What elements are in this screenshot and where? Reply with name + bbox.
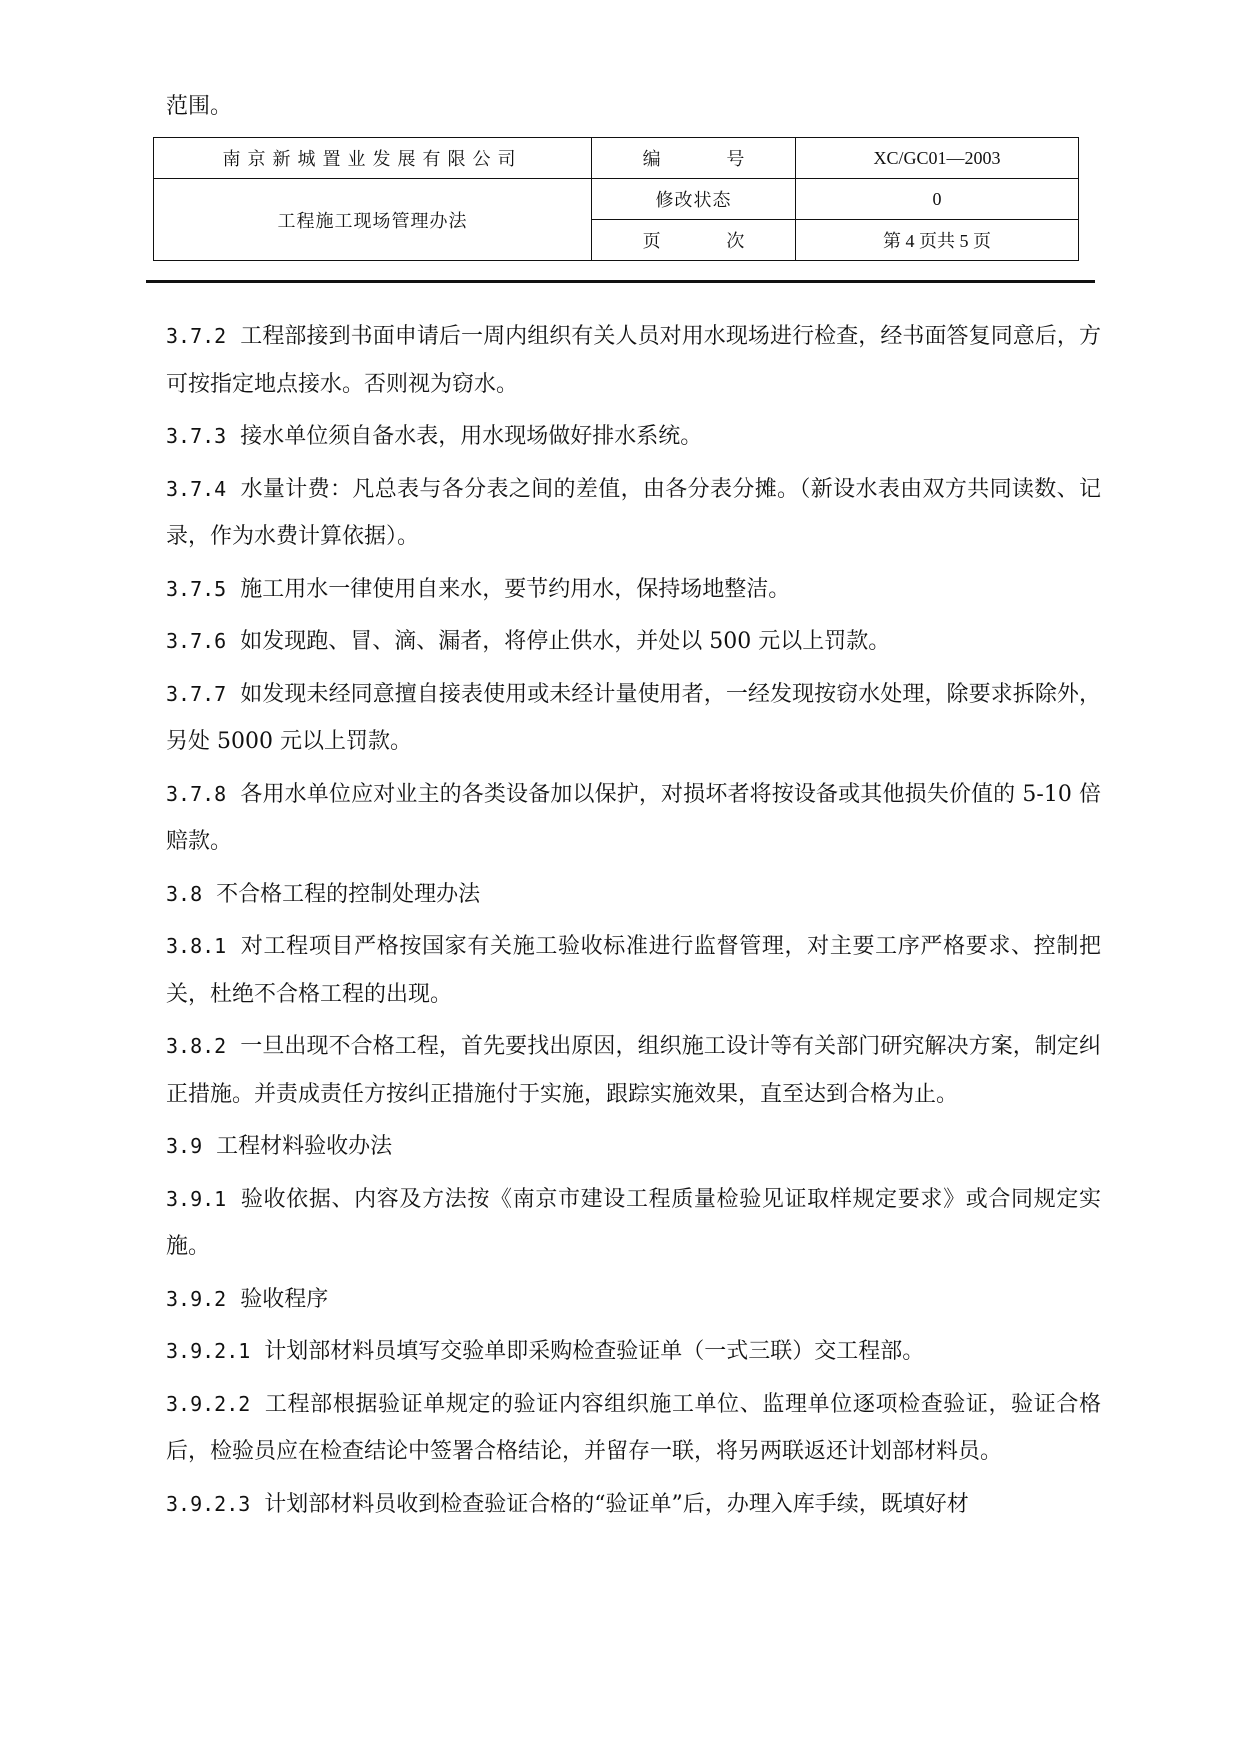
clause-number: 3.9 — [166, 1134, 203, 1158]
clause-text: 接水单位须自备水表，用水现场做好排水系统。 — [240, 424, 703, 449]
clause-text: 水量计费：凡总表与各分表之间的差值，由各分表分摊。（新设水表由双方共同读数、记录，作为水费计算依据）。 — [166, 476, 1101, 549]
paragraph-3-7-7 — [166, 671, 1101, 766]
clause-text: 对工程项目严格按国家有关施工验收标准进行监督管理，对主要工序严格要求、控制把关，杜绝不合格工程的出现。 — [166, 934, 1101, 1007]
clause-text: 各用水单位应对业主的各类设备加以保护，对损坏者将按设备或其他损失价值的 5-10 倍赔款。 — [166, 781, 1101, 854]
paragraph-3-9-2-3 — [166, 1481, 1101, 1529]
clause-text: 验收程序 — [240, 1286, 329, 1312]
page-label: 页 次 — [592, 220, 796, 261]
clause-number: 3.9.2 — [166, 1286, 227, 1311]
clause-text: 不合格工程的控制处理办法 — [216, 881, 481, 907]
clause-number: 3.7.3 — [166, 424, 227, 448]
clause-number: 3.7.4 — [166, 476, 227, 501]
clause-text: 工程部接到书面申请后一周内组织有关人员对用水现场进行检查，经书面答复同意后，方可按指定地点接水。否则视为窃水。 — [166, 324, 1101, 397]
clause-number: 3.7.7 — [166, 681, 227, 706]
paragraph-3-8-1 — [166, 923, 1101, 1018]
paragraph-3-8-2 — [166, 1023, 1101, 1118]
paragraph-3-7-5 — [166, 566, 1101, 614]
paragraph-3-9-2-1 — [166, 1328, 1101, 1376]
page-value: 第 4 页共 5 页 — [796, 220, 1079, 261]
clause-text: 工程材料验收办法 — [216, 1134, 393, 1159]
clause-number: 3.8.2 — [166, 1034, 227, 1058]
section-heading-3-8 — [166, 871, 1101, 919]
document-body — [166, 313, 1101, 1533]
clause-number: 3.7.2 — [166, 324, 227, 348]
clause-number: 3.8 — [166, 881, 203, 906]
clause-number: 3.7.8 — [166, 781, 227, 806]
paragraph-3-7-3 — [166, 413, 1101, 461]
revision-label: 修改状态 — [592, 179, 796, 220]
clause-text: 一旦出现不合格工程，首先要找出原因，组织施工设计等有关部门研究解决方案，制定纠正措施。并责成责任方按纠正措施付于实施，跟踪实施效果，直至达到合格为止。 — [166, 1034, 1101, 1107]
carry-over-text: 范围。 — [166, 94, 233, 119]
paragraph-3-7-6 — [166, 618, 1101, 666]
paragraph-3-9-1 — [166, 1176, 1101, 1271]
revision-value: 0 — [796, 179, 1079, 220]
clause-number: 3.9.1 — [166, 1186, 227, 1211]
clause-number: 3.9.2.1 — [166, 1339, 251, 1363]
document-header-table — [153, 137, 1079, 261]
clause-text: 工程部根据验证单规定的验证内容组织施工单位、监理单位逐项检查验证，验证合格后，检验员应在检查结论中签署合格结论，并留存一联，将另两联返还计划部材料员。 — [166, 1391, 1101, 1464]
paragraph-3-7-2 — [166, 313, 1101, 408]
document-title: 工程施工现场管理办法 — [154, 179, 592, 261]
clause-text: 计划部材料员填写交验单即采购检查验证单（一式三联）交工程部。 — [264, 1339, 925, 1364]
company-name: 南京新城置业发展有限公司 — [154, 138, 592, 179]
header-divider — [146, 280, 1095, 283]
clause-number: 3.8.1 — [166, 934, 227, 958]
section-heading-3-9 — [166, 1123, 1101, 1171]
clause-text: 计划部材料员收到检查验证合格的“验证单”后，办理入库手续，既填好材 — [264, 1491, 969, 1517]
paragraph-3-7-8 — [166, 771, 1101, 866]
paragraph-3-9-2-2 — [166, 1381, 1101, 1476]
doc-number-label: 编 号 — [592, 138, 796, 179]
doc-number-value: XC/GC01—2003 — [796, 138, 1079, 179]
paragraph-3-9-2 — [166, 1276, 1101, 1324]
clause-text: 如发现跑、冒、滴、漏者，将停止供水，并处以 500 元以上罚款。 — [240, 629, 891, 654]
paragraph-3-7-4 — [166, 466, 1101, 561]
clause-number: 3.7.6 — [166, 629, 227, 653]
clause-number: 3.9.2.2 — [166, 1391, 251, 1416]
clause-text: 如发现未经同意擅自接表使用或未经计量使用者，一经发现按窃水处理，除要求拆除外，另处 5000 元以上罚款。 — [166, 681, 1101, 754]
clause-text: 施工用水一律使用自来水，要节约用水，保持场地整洁。 — [240, 576, 791, 602]
clause-number: 3.9.2.3 — [166, 1491, 251, 1516]
clause-number: 3.7.5 — [166, 576, 227, 601]
clause-text: 验收依据、内容及方法按《南京市建设工程质量检验见证取样规定要求》或合同规定实施。 — [166, 1186, 1101, 1259]
